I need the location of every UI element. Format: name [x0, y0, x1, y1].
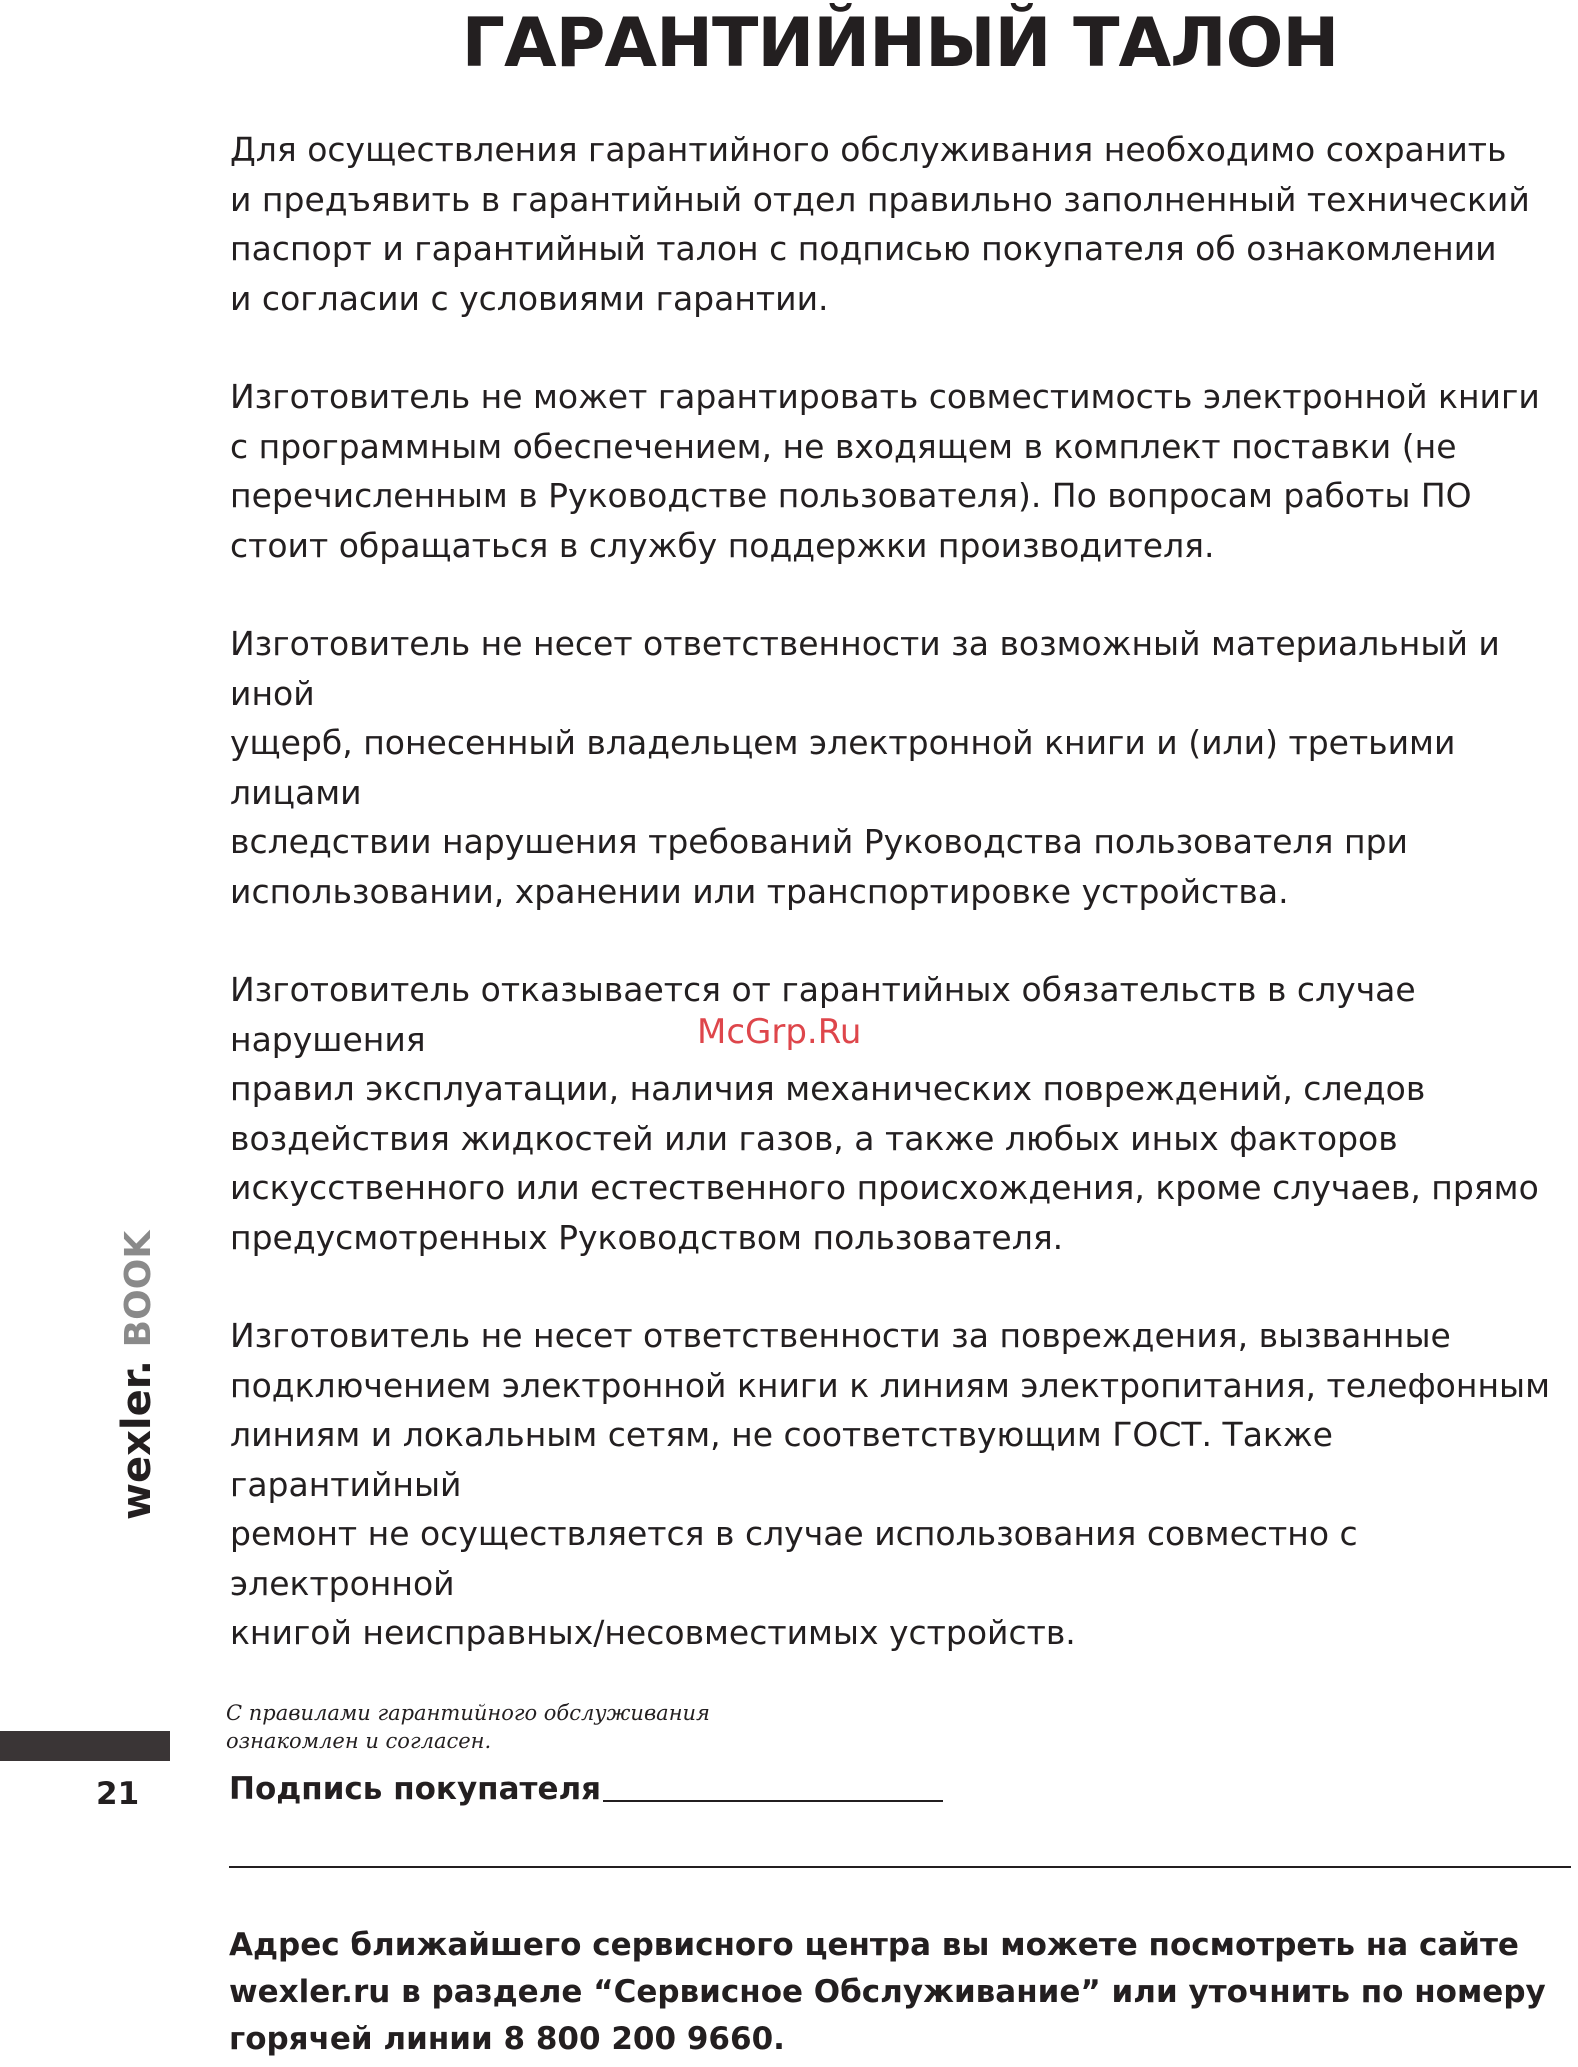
acknowledgement-note: С правилами гарантийного обслуживания ознакомлен и согласен.	[226, 1701, 710, 1753]
separator-line	[229, 1866, 1571, 1868]
paragraph-liability-damage: Изготовитель не несет ответственности за возможный материальный и иной ущерб, понесенный владельцем электронной книги и (или) третьими лицами вследствии нарушения требований Руководства пользователя при использовании, хранении или транспортировке устройства.	[230, 624, 1500, 911]
watermark: McGrp.Ru	[697, 1012, 862, 1052]
paragraph-warranty-refusal: Изготовитель отказывается от гарантийных обязательств в случае нарушения правил эксплуатации, наличия механических повреждений, следов воздействия жидкостей или газов, а также любых иных факторов искусственного или естественного происхождения, кроме случаев, прямо предусмотренных Руководством пользователя.	[230, 970, 1539, 1257]
page-number: 21	[96, 1776, 140, 1812]
warranty-terms	[230, 125, 1570, 1707]
page-title: ГАРАНТИЙНЫЙ ТАЛОН	[461, 4, 1339, 83]
service-center-info: Адрес ближайшего сервисного центра вы можете посмотреть на сайте wexler.ru в разделе “Сервисное Обслуживание” или уточнить по номеру горячей линии 8 800 200 9660.	[229, 1927, 1546, 2057]
signature-label: Подпись покупателя	[229, 1771, 602, 1807]
signature-row	[229, 1771, 943, 1807]
paragraph-software-compatibility: Изготовитель не может гарантировать совместимость электронной книги с программным обеспечением, не входящем в комплект поставки (не перечисленным в Руководстве пользователя). По вопросам работы ПО стоит обращаться в службу поддержки производителя.	[230, 377, 1540, 565]
paragraph-storage-requirements: Для осуществления гарантийного обслуживания необходимо сохранить и предъявить в гарантийный отдел правильно заполненный технический паспорт и гарантийный талон с подписью покупателя об ознакомлении и согласии с условиями гарантии.	[230, 130, 1530, 318]
brand-name: wexler.	[114, 1360, 160, 1520]
side-bar	[0, 1731, 170, 1761]
signature-line	[603, 1800, 943, 1802]
brand-product: BOOK	[118, 1230, 159, 1348]
paragraph-connection-damage: Изготовитель не несет ответственности за повреждения, вызванные подключением электронной книги к линиям электропитания, телефонным линиям и локальным сетям, не соответствующим ГОСТ. Также гарантийный ремонт не осуществляется в случае использования совместно с электронной книгой неисправных/несовместимых устройств.	[230, 1316, 1550, 1652]
brand-logo	[114, 1230, 160, 1520]
